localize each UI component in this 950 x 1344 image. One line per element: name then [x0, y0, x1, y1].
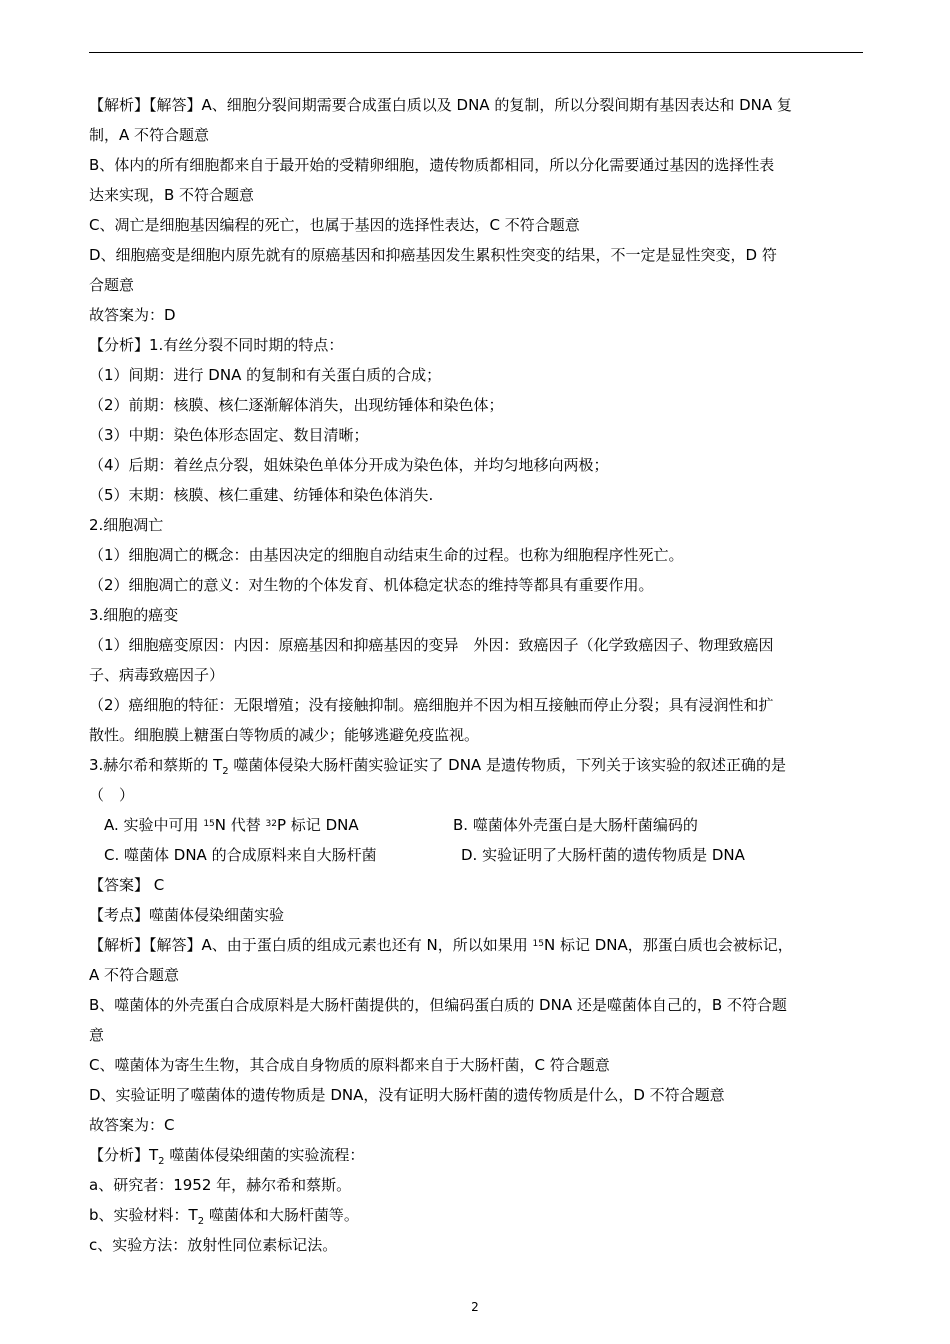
option-a: A. 实验中可用 $^{15}$N 代替 $^{32}$P 标记 DNA: [104, 816, 359, 834]
text-line: 合题意: [89, 276, 135, 294]
text-line: （1）细胞癌变原因：内因：原癌基因和抑癌基因的变异 外因：致癌因子（化学致癌因子、物理致癌因: [89, 636, 774, 654]
jiexi-line-6: D、实验证明了噬菌体的遗传物质是 DNA，没有证明大肠杆菌的遗传物质是什么，D 不符合题意: [89, 1086, 725, 1104]
fenxi-line-2: a、研究者：1952 年，赫尔希和蔡斯。: [89, 1176, 352, 1194]
text-line: （2）细胞凋亡的意义：对生物的个体发育、机体稳定状态的维持等都具有重要作用。: [89, 576, 654, 594]
text-line: （5）末期：核膜、核仁重建、纺锤体和染色体消失.: [89, 486, 434, 504]
fenxi-line-4: c、实验方法：放射性同位素标记法。: [89, 1236, 338, 1254]
text-line: D、细胞癌变是细胞内原先就有的原癌基因和抑癌基因发生累积性突变的结果，不一定是显性突变，D 符: [89, 246, 777, 264]
question-paren: （ ）: [89, 786, 135, 804]
text-line: （1）间期：进行 DNA 的复制和有关蛋白质的合成；: [89, 366, 442, 384]
text-line: C、凋亡是细胞基因编程的死亡，也属于基因的选择性表达，C 不符合题意: [89, 216, 580, 234]
text-line: 2.细胞凋亡: [89, 516, 164, 534]
fenxi-line-1: 【分析】$T_2$ 噬菌体侵染细菌的实验流程：: [89, 1146, 365, 1167]
jiexi-line-5: C、噬菌体为寄生生物，其合成自身物质的原料都来自于大肠杆菌，C 符合题意: [89, 1056, 610, 1074]
text-line: （1）细胞凋亡的概念：由基因决定的细胞自动结束生命的过程。也称为细胞程序性死亡。: [89, 546, 684, 564]
text-line: （2）癌细胞的特征：无限增殖；没有接触抑制。癌细胞并不因为相互接触而停止分裂；具有浸润性和扩: [89, 696, 774, 714]
text-line: 子、病毒致癌因子）: [89, 666, 225, 684]
kaodian: 【考点】噬菌体侵染细菌实验: [89, 906, 285, 924]
page-number: 2: [471, 1300, 479, 1314]
jiexi-line-1: 【解析】【解答】A、由于蛋白质的组成元素也还有 N，所以如果用 $^{15}$N 标记 DNA，那蛋白质也会被标记，: [89, 936, 793, 954]
text-line: （3）中期：染色体形态固定、数目清晰；: [89, 426, 369, 444]
option-b: B. 噬菌体外壳蛋白是大肠杆菌编码的: [453, 816, 698, 834]
text-line: 制，A 不符合题意: [89, 126, 210, 144]
jiexi-line-3: B、噬菌体的外壳蛋白合成原料是大肠杆菌提供的，但编码蛋白质的 DNA 还是噬菌体自己的，B 不符合题: [89, 996, 787, 1014]
fenxi-line-3: b、实验材料：$T_2$ 噬菌体和大肠杆菌等。: [89, 1206, 359, 1227]
header-rule: [89, 52, 863, 53]
text-line: 3.细胞的癌变: [89, 606, 179, 624]
answer: 【答案】 C: [89, 876, 165, 894]
jiexi-line-7: 故答案为：C: [89, 1116, 175, 1134]
option-c: C. 噬菌体 DNA 的合成原料来自大肠杆菌: [104, 846, 377, 864]
text-line: 达来实现，B 不符合题意: [89, 186, 255, 204]
text-line: （2）前期：核膜、核仁逐渐解体消失，出现纺锤体和染色体；: [89, 396, 504, 414]
explanation-block: [89, 90, 863, 750]
page-content: [89, 90, 863, 1260]
text-line: B、体内的所有细胞都来自于最开始的受精卵细胞，遗传物质都相同，所以分化需要通过基因的选择性表: [89, 156, 775, 174]
jiexi-line-4: 意: [89, 1026, 105, 1044]
text-line: 散性。细胞膜上糖蛋白等物质的减少；能够逃避免疫监视。: [89, 726, 480, 744]
option-d: D. 实验证明了大肠杆菌的遗传物质是 DNA: [461, 846, 745, 864]
options-row-2: [89, 840, 863, 870]
text-line: 【分析】1.有丝分裂不同时期的特点：: [89, 336, 344, 354]
text-line: 【解析】【解答】A、细胞分裂间期需要合成蛋白质以及 DNA 的复制，所以分裂间期有基因表达和 DNA 复: [89, 96, 792, 114]
text-line: 故答案为：D: [89, 306, 176, 324]
question-3: 3.赫尔希和蔡斯的 $T_2$ 噬菌体侵染大肠杆菌实验证实了 DNA 是遗传物质，下列关于该实验的叙述正确的是: [89, 756, 786, 777]
text-line: （4）后期：着丝点分裂，姐妹染色单体分开成为染色体，并均匀地移向两极；: [89, 456, 609, 474]
options-row-1: [89, 810, 863, 840]
jiexi-line-2: A 不符合题意: [89, 966, 180, 984]
